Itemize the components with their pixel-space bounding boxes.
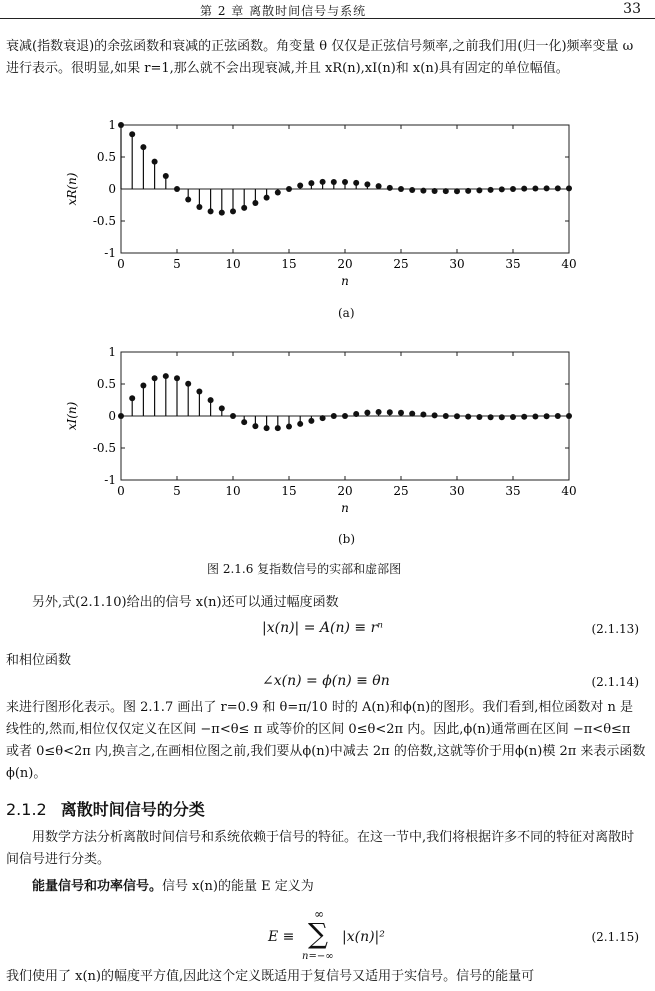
plot-a-marker	[510, 186, 516, 192]
plot-a-marker	[297, 182, 303, 188]
plot-b-marker	[252, 423, 258, 429]
plot-b-ytick-label: 1	[108, 345, 116, 359]
plot-b-marker	[387, 409, 393, 415]
plot-b-marker	[230, 413, 236, 419]
plot-a-marker	[420, 188, 426, 194]
plot-a-marker	[208, 208, 214, 214]
plot-b-marker	[499, 414, 505, 420]
plot-a-marker	[342, 179, 348, 185]
plot-a-marker	[174, 186, 180, 192]
plot-a-marker	[286, 186, 292, 192]
plot-a-marker	[443, 188, 449, 194]
plot-b-xtick-label: 25	[393, 484, 409, 498]
plot-b-marker	[275, 425, 281, 431]
plot-a-marker	[465, 188, 471, 194]
plot-b-marker	[454, 413, 460, 419]
plot-a-marker	[140, 144, 146, 150]
paragraph-6-text: 信号 x(n)的能量 E 定义为	[162, 879, 314, 894]
plot-a-marker	[241, 205, 247, 211]
plot-a-marker	[532, 185, 538, 191]
plot-b-marker	[398, 410, 404, 416]
plot-b-marker	[342, 413, 348, 419]
plot-b-xtick-label: 40	[561, 484, 577, 498]
plot-b-marker	[320, 415, 326, 421]
plot-b-marker	[140, 383, 146, 389]
plot-b-marker	[544, 413, 550, 419]
equation-2-1-14: ∠x(n) = ϕ(n) ≡ θn	[262, 673, 390, 689]
plot-b-marker	[443, 413, 449, 419]
equation-number-14: (2.1.14)	[591, 675, 639, 689]
paragraph-4: 来进行图形化表示。图 2.1.7 画出了 r=0.9 和 θ=π/10 时的 A(n)和ϕ(n)的图形。我们看到,相位函数对 n 是线性的,然而,相位仅仅定义在区间 −π<θ≤ π 或等价的区间 0≤θ<2π 内。因此,ϕ(n)通常画在区间 −π<θ≤π 或者 0≤θ<2π 内,换言之,在画相位图之前,我们要从ϕ(n)中减去 2π 的倍数,这就等价于用ϕ(n)模 2π 来表示函数ϕ(n)。	[6, 700, 646, 781]
plot-b-marker	[566, 413, 572, 419]
plot-b-marker	[129, 395, 135, 401]
plot-b-ytick-label: -1	[104, 473, 116, 487]
plot-a-marker	[488, 187, 494, 193]
plot-b-marker	[118, 413, 124, 419]
plot-a-marker	[499, 186, 505, 192]
plot-a-marker	[353, 180, 359, 186]
plot-b-marker	[152, 375, 158, 381]
subfigure-label-a: (a)	[338, 306, 355, 320]
subfigure-label-b: (b)	[338, 532, 356, 546]
plot-a-ytick-label: 1	[108, 118, 116, 132]
plot-a-ylabel: xR(n)	[65, 172, 79, 206]
plot-b-xtick-label: 20	[337, 484, 353, 498]
plot-a-ytick-label: 0	[108, 182, 116, 196]
running-header	[0, 0, 655, 19]
plot-b-marker	[208, 397, 214, 403]
plot-a-marker	[376, 183, 382, 189]
plot-a-marker	[387, 185, 393, 191]
plot-b-ytick-label: 0	[108, 409, 116, 423]
plot-a-marker	[454, 188, 460, 194]
plot-a-marker	[163, 173, 169, 179]
plot-b-marker	[555, 413, 561, 419]
plot-a-xtick-label: 15	[281, 257, 297, 271]
plot-a-marker	[230, 208, 236, 214]
section-heading	[6, 797, 205, 820]
plot-b-marker	[521, 414, 527, 420]
plot-b-marker	[297, 421, 303, 427]
plot-a-xtick-label: 0	[117, 257, 125, 271]
plot-b-marker	[376, 409, 382, 415]
plot-a-marker	[409, 187, 415, 193]
equation-number-15: (2.1.15)	[591, 930, 639, 944]
eq15-lhs: E ≡	[268, 929, 295, 945]
plot-a-marker	[320, 179, 326, 185]
plot-a-marker	[118, 122, 124, 128]
paragraph-3: 和相位函数	[6, 653, 72, 668]
plot-b-marker	[331, 413, 337, 419]
eq15-upper: ∞	[314, 907, 324, 921]
plot-a-xtick-label: 35	[505, 257, 521, 271]
plot-b-marker	[196, 389, 202, 395]
plot-a-marker	[544, 185, 550, 191]
plot-b-marker	[286, 424, 292, 430]
equation-number-13: (2.1.13)	[591, 622, 639, 636]
plot-b-xtick-label: 35	[505, 484, 521, 498]
plot-a-marker	[275, 190, 281, 196]
paragraph-intro: 衰减(指数衰退)的余弦函数和衰减的正弦函数。角变量 θ 仅仅是正弦信号频率,之前我们用(归一化)频率变量 ω 进行表示。很明显,如果 r=1,那么就不会出现衰减,并且 xR(n),xI(n)和 x(n)具有固定的单位幅值。	[6, 39, 634, 76]
plot-a-ytick-label: -0.5	[92, 214, 116, 228]
section-number: 2.1.2	[6, 800, 47, 819]
plot-b-marker	[532, 413, 538, 419]
plot-a-xlabel: n	[341, 274, 349, 288]
plot-a-marker	[196, 204, 202, 210]
plot-b-marker	[364, 410, 370, 416]
plot-b	[65, 345, 577, 515]
equation-2-1-15	[268, 907, 408, 967]
plot-a-marker	[152, 159, 158, 165]
plot-a-marker	[129, 131, 135, 137]
plot-b-ytick-label: -0.5	[92, 441, 116, 455]
eq15-term: |x(n)|²	[342, 929, 385, 945]
plot-a-marker	[308, 180, 314, 186]
plot-a-marker	[185, 197, 191, 203]
plot-a-marker	[252, 200, 258, 206]
paragraph-5: 用数学方法分析离散时间信号和系统依赖于信号的特征。在这一节中,我们将根据许多不同的特征对离散时间信号进行分类。	[6, 830, 635, 867]
plot-b-xtick-label: 0	[117, 484, 125, 498]
plot-a-xtick-label: 25	[393, 257, 409, 271]
plot-b-marker	[308, 418, 314, 424]
plot-b-marker	[420, 412, 426, 418]
plot-a-marker	[432, 188, 438, 194]
plot-a-marker	[398, 186, 404, 192]
plot-b-marker	[174, 375, 180, 381]
plot-a-xtick-label: 40	[561, 257, 577, 271]
plot-a-marker	[555, 185, 561, 191]
plot-a-marker	[364, 181, 370, 187]
plot-b-marker	[353, 411, 359, 417]
plot-b-marker	[241, 419, 247, 425]
plot-b-xtick-label: 10	[225, 484, 241, 498]
plot-a-marker	[521, 186, 527, 192]
page-number: 33	[623, 1, 641, 17]
plot-a-marker	[264, 195, 270, 201]
plot-a-marker	[566, 185, 572, 191]
plot-b-xtick-label: 30	[449, 484, 465, 498]
plot-b-xtick-label: 5	[173, 484, 181, 498]
eq15-sum: ∑	[308, 917, 328, 950]
figure-2-1-6	[0, 110, 655, 570]
plot-b-marker	[264, 425, 270, 431]
plot-a	[65, 118, 577, 288]
plot-a-xtick-label: 30	[449, 257, 465, 271]
equation-2-1-13: |x(n)| = A(n) ≡ rⁿ	[262, 620, 383, 636]
plot-a-ytick-label: 0.5	[96, 150, 116, 164]
section-title: 离散时间信号的分类	[60, 800, 205, 819]
plot-b-marker	[465, 414, 471, 420]
chapter-title: 第 2 章 离散时间信号与系统	[200, 4, 367, 18]
plot-b-ylabel: xI(n)	[65, 401, 79, 431]
plot-a-marker	[331, 179, 337, 185]
paragraph-7: 我们使用了 x(n)的幅度平方值,因此这个定义既适用于复信号又适用于实信号。信号的能量可	[6, 969, 535, 984]
figure-caption: 图 2.1.6 复指数信号的实部和虚部图	[207, 562, 402, 576]
plot-b-marker	[219, 405, 225, 411]
plot-a-ytick-label: -1	[104, 246, 116, 260]
plot-b-marker	[432, 412, 438, 418]
paragraph-2: 另外,式(2.1.10)给出的信号 x(n)还可以通过幅度函数	[32, 595, 339, 610]
plot-a-xtick-label: 5	[173, 257, 181, 271]
plot-b-marker	[409, 411, 415, 417]
plot-b-marker	[488, 414, 494, 420]
plot-b-ytick-label: 0.5	[96, 377, 116, 391]
plot-b-xtick-label: 15	[281, 484, 297, 498]
eq15-lower: n=−∞	[302, 951, 334, 962]
plot-a-xtick-label: 10	[225, 257, 241, 271]
plot-b-xlabel: n	[341, 501, 349, 515]
plot-a-xtick-label: 20	[337, 257, 353, 271]
paragraph-6-heading: 能量信号和功率信号。	[32, 879, 163, 894]
paragraph-6	[6, 876, 646, 898]
plot-b-marker	[163, 373, 169, 379]
plot-b-marker	[476, 414, 482, 420]
plot-b-marker	[185, 381, 191, 387]
plot-b-marker	[510, 414, 516, 420]
plot-a-marker	[219, 210, 225, 216]
plot-a-marker	[476, 187, 482, 193]
